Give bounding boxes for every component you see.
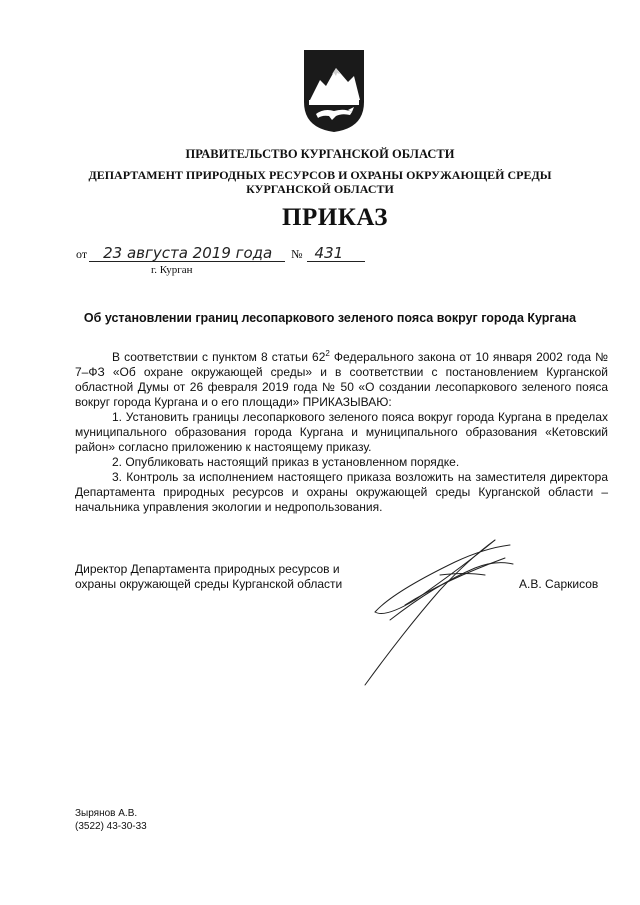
order-number: 431 <box>307 245 365 262</box>
order-heading: Об установлении границ лесопаркового зеленого пояса вокруг города Кургана <box>83 311 577 325</box>
handwritten-signature <box>345 520 520 690</box>
order-body <box>75 350 608 515</box>
article-superscript: 2 <box>325 349 330 358</box>
signatory-name: А.В. Саркисов <box>519 577 599 591</box>
department-title <box>0 168 640 196</box>
document-type-title: ПРИКАЗ <box>282 204 388 231</box>
executor-phone: (3522) 43-30-33 <box>75 821 147 832</box>
preamble-text-end: Федерального закона от 10 января 2002 года № 7–ФЗ «Об охране окружающей среды» и в соответствии с постановлением Курганской областной Думы от 26 февраля 2019 года № 50 «О создании лесопаркового зеленого пояса вокруг города Кургана и о его площади» ПРИКАЗЫВАЮ: <box>75 350 609 409</box>
signatory-title <box>75 562 342 592</box>
footer-executor <box>75 807 147 833</box>
date-value: 23 августа 2019 года <box>89 245 285 262</box>
signatory-title-line2: охраны окружающей среды Курганской области <box>75 577 343 591</box>
department-title-line2: КУРГАНСКОЙ ОБЛАСТИ <box>246 182 394 196</box>
coat-of-arms-emblem <box>302 48 366 134</box>
city-label: г. Курган <box>151 264 193 276</box>
preamble-text-start: В соответствии с пунктом 8 статьи 62 <box>112 350 326 364</box>
preamble-paragraph <box>75 350 608 410</box>
department-title-line1: ДЕПАРТАМЕНТ ПРИРОДНЫХ РЕСУРСОВ И ОХРАНЫ ОКРУЖАЮЩЕЙ СРЕДЫ <box>88 168 552 182</box>
order-item-3: 3. Контроль за исполнением настоящего приказа возложить на заместителя директора Департамента природных ресурсов и охраны окружающей среды Курганской области – начальника управления экологии и недропользования. <box>75 470 608 514</box>
number-label: № <box>291 247 303 261</box>
government-title: ПРАВИТЕЛЬСТВО КУРГАНСКОЙ ОБЛАСТИ <box>185 147 455 161</box>
date-prefix: от <box>76 247 88 261</box>
order-item-1: 1. Установить границы лесопаркового зеленого пояса вокруг города Кургана в пределах муниципального образования города Кургана и муниципального образования «Кетовский район» согласно приложению к настоящему приказу. <box>75 410 608 454</box>
executor-name: Зырянов А.В. <box>75 808 138 819</box>
order-item-2: 2. Опубликовать настоящий приказ в установленном порядке. <box>112 455 460 469</box>
date-number-line <box>76 245 365 262</box>
signatory-title-line1: Директор Департамента природных ресурсов и <box>75 562 340 576</box>
